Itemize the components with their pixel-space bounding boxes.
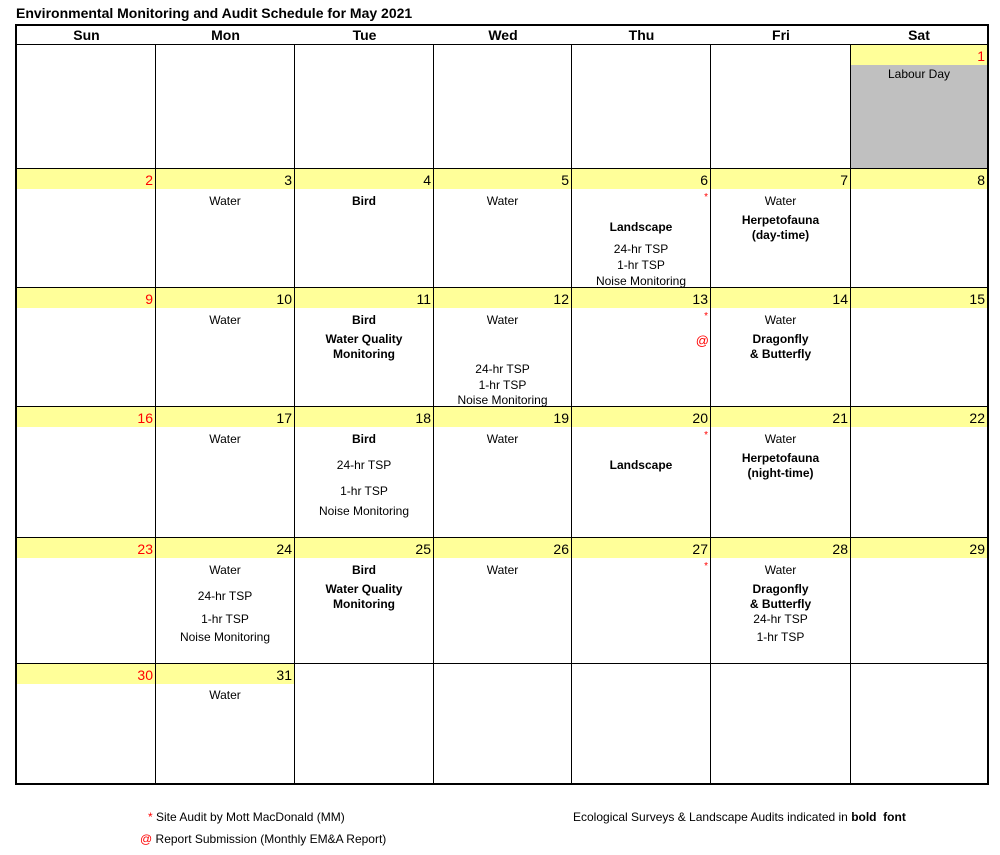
day-cell-12 xyxy=(434,288,572,407)
day-header-band xyxy=(295,169,433,189)
activity-butterfly: & Butterfly xyxy=(749,347,812,361)
activity-monitoring: Monitoring xyxy=(333,597,395,611)
report-symbol: @ xyxy=(140,832,153,846)
calendar-cell-empty xyxy=(572,45,711,169)
activity-24hr-tsp: 24-hr TSP xyxy=(613,242,669,256)
day-cell-22 xyxy=(851,407,987,538)
day-cell-13 xyxy=(572,288,711,407)
day-number: 12 xyxy=(553,291,569,307)
day-cell-15 xyxy=(851,288,987,407)
bold-note-prefix: Ecological Surveys & Landscape Audits indicated in xyxy=(573,810,848,824)
day-cell-30 xyxy=(17,664,156,783)
day-header-band xyxy=(572,538,710,558)
activity-water: Water xyxy=(764,194,797,208)
activity-24hr-tsp: 24-hr TSP xyxy=(475,362,530,376)
day-header-band xyxy=(17,169,155,189)
day-header-band xyxy=(711,407,850,427)
day-number: 10 xyxy=(276,291,292,307)
weekday-header xyxy=(17,26,987,45)
day-header-band xyxy=(434,169,571,189)
day-number: 17 xyxy=(276,410,292,426)
activity-butterfly: & Butterfly xyxy=(749,597,812,611)
activity-bird: Bird xyxy=(352,313,376,327)
day-number: 26 xyxy=(553,541,569,557)
calendar-cell-empty xyxy=(711,664,851,783)
weekday-sat: Sat xyxy=(908,27,930,43)
day-header-band xyxy=(156,664,294,684)
activity-1hr-tsp: 1-hr TSP xyxy=(340,484,388,498)
day-header-band xyxy=(851,45,987,65)
activity-water-quality: Water Quality xyxy=(325,332,403,346)
day-number: 27 xyxy=(692,541,708,557)
day-header-band xyxy=(434,288,571,308)
day-number: 7 xyxy=(840,172,848,188)
day-number: 22 xyxy=(969,410,985,426)
site-audit-marker: * xyxy=(704,561,708,572)
activity-water: Water xyxy=(209,313,241,327)
day-header-band xyxy=(434,407,571,427)
activity-noise-monitoring: Noise Monitoring xyxy=(595,274,687,288)
day-cell-16 xyxy=(17,407,156,538)
activity-water: Water xyxy=(764,563,797,577)
activity-noise-monitoring: Noise Monitoring xyxy=(318,504,410,518)
day-header-band xyxy=(851,407,987,427)
day-cell-27 xyxy=(572,538,711,664)
activity-water: Water xyxy=(764,432,797,446)
calendar-cell-empty xyxy=(434,45,572,169)
day-header-band xyxy=(711,169,850,189)
day-header-band xyxy=(851,169,987,189)
day-header-band xyxy=(572,288,710,308)
day-cell-25 xyxy=(295,538,434,664)
day-cell-8 xyxy=(851,169,987,288)
activity-1hr-tsp: 1-hr TSP xyxy=(617,258,665,272)
day-header-band xyxy=(17,288,155,308)
day-header-band xyxy=(156,407,294,427)
day-number: 18 xyxy=(415,410,431,426)
day-cell-10 xyxy=(156,288,295,407)
calendar-cell-empty xyxy=(17,45,156,169)
activity-noise-monitoring: Noise Monitoring xyxy=(457,393,548,407)
activity-herpetofauna: Herpetofauna xyxy=(741,451,820,465)
day-cell-24 xyxy=(156,538,295,664)
legend-bold-note xyxy=(573,810,906,824)
activity-water: Water xyxy=(209,194,241,208)
day-number: 14 xyxy=(832,291,848,307)
activity-24hr-tsp: 24-hr TSP xyxy=(197,589,253,603)
calendar-cell-empty xyxy=(711,45,851,169)
day-cell-6 xyxy=(572,169,711,288)
activity-landscape: Landscape xyxy=(609,220,673,234)
day-number: 4 xyxy=(423,172,431,188)
holiday-label: Labour Day xyxy=(887,67,951,81)
activity-1hr-tsp: 1-hr TSP xyxy=(756,630,805,644)
legend-report-submission xyxy=(140,832,386,846)
site-audit-symbol: * xyxy=(148,810,153,824)
activity-bird: Bird xyxy=(352,563,376,577)
day-number: 29 xyxy=(969,541,985,557)
site-audit-marker: * xyxy=(704,311,708,322)
day-header-band xyxy=(17,538,155,558)
day-number: 15 xyxy=(969,291,985,307)
day-number: 23 xyxy=(137,541,153,557)
day-number: 19 xyxy=(553,410,569,426)
activity-water: Water xyxy=(486,432,519,446)
day-number: 21 xyxy=(832,410,848,426)
day-header-band xyxy=(711,288,850,308)
day-number: 9 xyxy=(145,291,153,307)
day-header-band xyxy=(711,538,850,558)
day-number: 20 xyxy=(692,410,708,426)
day-header-band xyxy=(156,169,294,189)
day-header-band xyxy=(572,169,710,189)
day-number: 30 xyxy=(137,667,153,683)
day-number: 13 xyxy=(692,291,708,307)
day-cell-2 xyxy=(17,169,156,288)
weekday-thu: Thu xyxy=(628,27,655,43)
day-cell-28 xyxy=(711,538,851,664)
activity-1hr-tsp: 1-hr TSP xyxy=(201,612,249,626)
calendar-cell-empty xyxy=(295,664,434,783)
day-cell-3 xyxy=(156,169,295,288)
day-header-band xyxy=(572,407,710,427)
day-header-band xyxy=(295,407,433,427)
activity-bird: Bird xyxy=(352,194,376,208)
activity-24hr-tsp: 24-hr TSP xyxy=(336,458,392,472)
activity-dragonfly: Dragonfly xyxy=(752,332,809,346)
day-cell-29 xyxy=(851,538,987,664)
day-cell-26 xyxy=(434,538,572,664)
day-number: 2 xyxy=(145,172,153,188)
weekday-wed: Wed xyxy=(488,27,518,43)
activity-water-quality: Water Quality xyxy=(325,582,403,596)
day-number: 3 xyxy=(284,172,292,188)
day-cell-5 xyxy=(434,169,572,288)
report-submission-marker: @ xyxy=(695,333,709,348)
day-number: 31 xyxy=(276,667,292,683)
weekday-fri: Fri xyxy=(772,27,790,43)
day-cell-1 xyxy=(851,45,987,169)
activity-herpetofauna-time: (day-time) xyxy=(751,228,810,242)
page-title: Environmental Monitoring and Audit Schedule for May 2021 xyxy=(16,5,413,21)
activity-water: Water xyxy=(209,563,241,577)
activity-dragonfly: Dragonfly xyxy=(752,582,809,596)
site-audit-marker: * xyxy=(704,192,708,203)
day-cell-4 xyxy=(295,169,434,288)
day-number: 28 xyxy=(832,541,848,557)
day-number: 1 xyxy=(977,48,985,64)
activity-water: Water xyxy=(486,194,519,208)
activity-water: Water xyxy=(764,313,797,327)
day-cell-19 xyxy=(434,407,572,538)
day-cell-11 xyxy=(295,288,434,407)
day-header-band xyxy=(851,538,987,558)
day-header-band xyxy=(434,538,571,558)
calendar-cell-empty xyxy=(156,45,295,169)
day-number: 8 xyxy=(977,172,985,188)
day-number: 11 xyxy=(416,291,431,307)
day-cell-9 xyxy=(17,288,156,407)
day-cell-23 xyxy=(17,538,156,664)
day-number: 24 xyxy=(276,541,292,557)
day-cell-7 xyxy=(711,169,851,288)
activity-water: Water xyxy=(209,432,241,446)
activity-noise-monitoring: Noise Monitoring xyxy=(179,630,271,644)
day-header-band xyxy=(17,407,155,427)
weekday-mon: Mon xyxy=(211,27,240,43)
day-cell-31 xyxy=(156,664,295,783)
activity-water: Water xyxy=(209,688,241,702)
day-cell-17 xyxy=(156,407,295,538)
calendar-cell-empty xyxy=(295,45,434,169)
site-audit-text: Site Audit by Mott MacDonald (MM) xyxy=(156,810,345,824)
activity-herpetofauna-time: (night-time) xyxy=(747,466,814,480)
activity-1hr-tsp: 1-hr TSP xyxy=(478,378,527,392)
day-cell-21 xyxy=(711,407,851,538)
activity-herpetofauna: Herpetofauna xyxy=(741,213,820,227)
day-header-band xyxy=(295,538,433,558)
activity-24hr-tsp: 24-hr TSP xyxy=(753,612,808,626)
report-text: Report Submission (Monthly EM&A Report) xyxy=(155,832,387,846)
calendar-grid xyxy=(15,24,989,785)
legend-site-audit xyxy=(148,810,345,824)
activity-bird: Bird xyxy=(352,432,376,446)
day-header-band xyxy=(156,538,294,558)
calendar-cell-empty xyxy=(434,664,572,783)
day-header-band xyxy=(17,664,155,684)
activity-landscape: Landscape xyxy=(609,458,673,472)
day-cell-14 xyxy=(711,288,851,407)
day-number: 25 xyxy=(415,541,431,557)
calendar-cell-empty xyxy=(572,664,711,783)
day-cell-18 xyxy=(295,407,434,538)
site-audit-marker: * xyxy=(704,430,708,441)
activity-water: Water xyxy=(486,563,519,577)
day-header-band xyxy=(295,288,433,308)
day-header-band xyxy=(156,288,294,308)
weekday-sun: Sun xyxy=(73,27,100,43)
day-cell-20 xyxy=(572,407,711,538)
day-header-band xyxy=(851,288,987,308)
activity-water: Water xyxy=(486,313,519,327)
day-number: 5 xyxy=(561,172,569,188)
bold-note-bold: bold font xyxy=(851,810,906,824)
day-number: 6 xyxy=(700,172,708,188)
day-number: 16 xyxy=(137,410,153,426)
activity-monitoring: Monitoring xyxy=(333,347,395,361)
weekday-tue: Tue xyxy=(352,27,377,43)
calendar-cell-empty xyxy=(851,664,987,783)
